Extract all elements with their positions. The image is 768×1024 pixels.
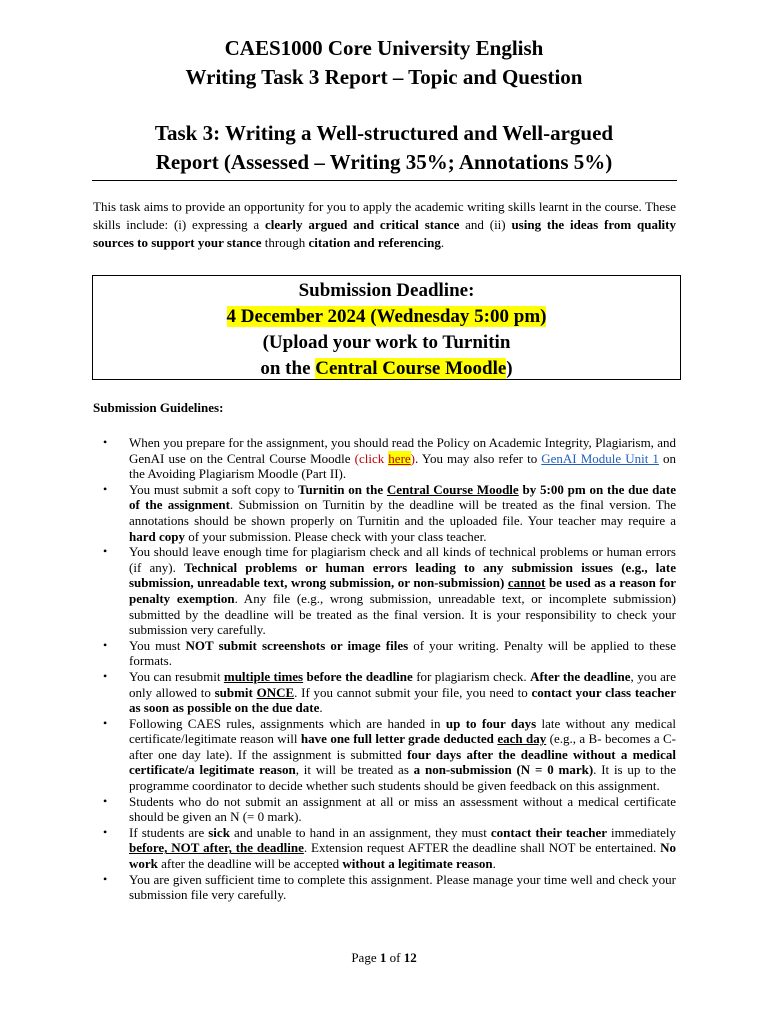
guideline-item: • If students are sick and unable to hand in an assignment, they must contact their teacher immediately before, NOT after, the deadline. Extension request AFTER the deadline shall NOT be entertained. No work after the deadline will be accepted without a legitimate reason. bbox=[103, 824, 677, 872]
bullet-icon: • bbox=[103, 544, 108, 559]
bullet-icon: • bbox=[103, 668, 108, 683]
guideline-item: • You can resubmit multiple times before the deadline for plagiarism check. After the deadline, you are only allowed to submit ONCE. If you cannot submit your file, you need to contact your class teacher as soon as possible on the due date. bbox=[103, 668, 677, 716]
intro-paragraph: This task aims to provide an opportunity for you to apply the academic writing skills learnt in the course. These skills include: (i) expressing a clearly argued and critical stance and (ii) using the ideas from quality sources to support your stance through citation and referencing. bbox=[93, 199, 676, 250]
submission-guidelines-heading: Submission Guidelines: bbox=[93, 400, 224, 415]
deadline-date: 4 December 2024 (Wednesday 5:00 pm) bbox=[226, 306, 547, 327]
title-divider bbox=[92, 180, 677, 181]
submission-guidelines-list bbox=[93, 435, 676, 903]
task-title bbox=[0, 119, 768, 177]
bullet-icon: • bbox=[103, 637, 108, 652]
deadline-moodle-line: on the Central Course Moodle) bbox=[260, 358, 513, 379]
current-page: 1 bbox=[379, 950, 387, 965]
report-title: Writing Task 3 Report – Topic and Question bbox=[185, 65, 583, 89]
guideline-item: • You should leave enough time for plagiarism check and all kinds of technical problems or human errors (if any). Technical problems or human errors leading to any submission issues (e.g., late submission, unreadable text, wrong submission, or non-submission) cannot be used as a reason for penalty exemption. Any file (e.g., wrong submission, unreadable text, or incomplete submission) submitted by the deadline will be treated as the final version. It is your responsibility to check your submission very carefully. bbox=[103, 544, 677, 638]
document-title bbox=[0, 34, 768, 92]
bullet-icon: • bbox=[103, 715, 108, 730]
submission-deadline-box bbox=[92, 275, 681, 380]
page-footer: Page 1 of 12 bbox=[351, 950, 417, 965]
total-pages: 12 bbox=[403, 950, 417, 965]
genai-module-link[interactable]: GenAI Module Unit 1 bbox=[541, 450, 659, 466]
bullet-icon: • bbox=[103, 435, 108, 449]
task-title-line1: Task 3: Writing a Well-structured and Well-argued bbox=[154, 121, 614, 145]
bullet-icon: • bbox=[103, 793, 108, 808]
bullet-icon: • bbox=[103, 824, 108, 839]
guideline-item: • Following CAES rules, assignments which are handed in up to four days late without any medical certificate/legitimate reason will have one full letter grade deducted each day (e.g., a B- becomes a C- after one day late). If the assignment is submitted four days after the deadline without a medical certificate/a legitimate reason, it will be treated as a non-submission (N = 0 mark). It is up to the programme coordinator to decide whether such students should be given feedback on this assignment. bbox=[103, 715, 677, 794]
bullet-icon: • bbox=[103, 871, 108, 886]
deadline-upload-note: (Upload your work to Turnitin bbox=[262, 332, 511, 353]
task-title-line2: Report (Assessed – Writing 35%; Annotations 5%) bbox=[155, 150, 613, 174]
bullet-icon: • bbox=[103, 481, 108, 496]
guideline-item: • You must submit a soft copy to Turnitin on the Central Course Moodle by 5:00 pm on the due date of the assignment. Submission on Turnitin by the deadline will be treated as the final version. The annotations should be shown properly on Turnitin and the uploaded file. Your teacher may require a hard copy of your submission. Please check with your class teacher. bbox=[103, 481, 677, 544]
course-title: CAES1000 Core University English bbox=[224, 36, 544, 60]
guideline-item: • Students who do not submit an assignment at all or miss an assessment without a medical certificate should be given an N (= 0 mark). bbox=[103, 793, 676, 825]
guideline-item: • You are given sufficient time to complete this assignment. Please manage your time well and check your submission file very carefully. bbox=[103, 871, 676, 903]
here-link[interactable]: here bbox=[388, 450, 411, 466]
guideline-item: • You must NOT submit screenshots or image files of your writing. Penalty will be applied to these formats. bbox=[103, 637, 676, 669]
central-course-moodle-highlight: Central Course Moodle bbox=[315, 358, 507, 379]
guideline-item: • When you prepare for the assignment, you should read the Policy on Academic Integrity, Plagiarism, and GenAI use on the Central Course Moodle (click here). You may also refer to GenAI Module Unit 1 on the Avoiding Plagiarism Moodle (Part II). bbox=[103, 435, 676, 482]
deadline-heading: Submission Deadline: bbox=[298, 280, 475, 301]
